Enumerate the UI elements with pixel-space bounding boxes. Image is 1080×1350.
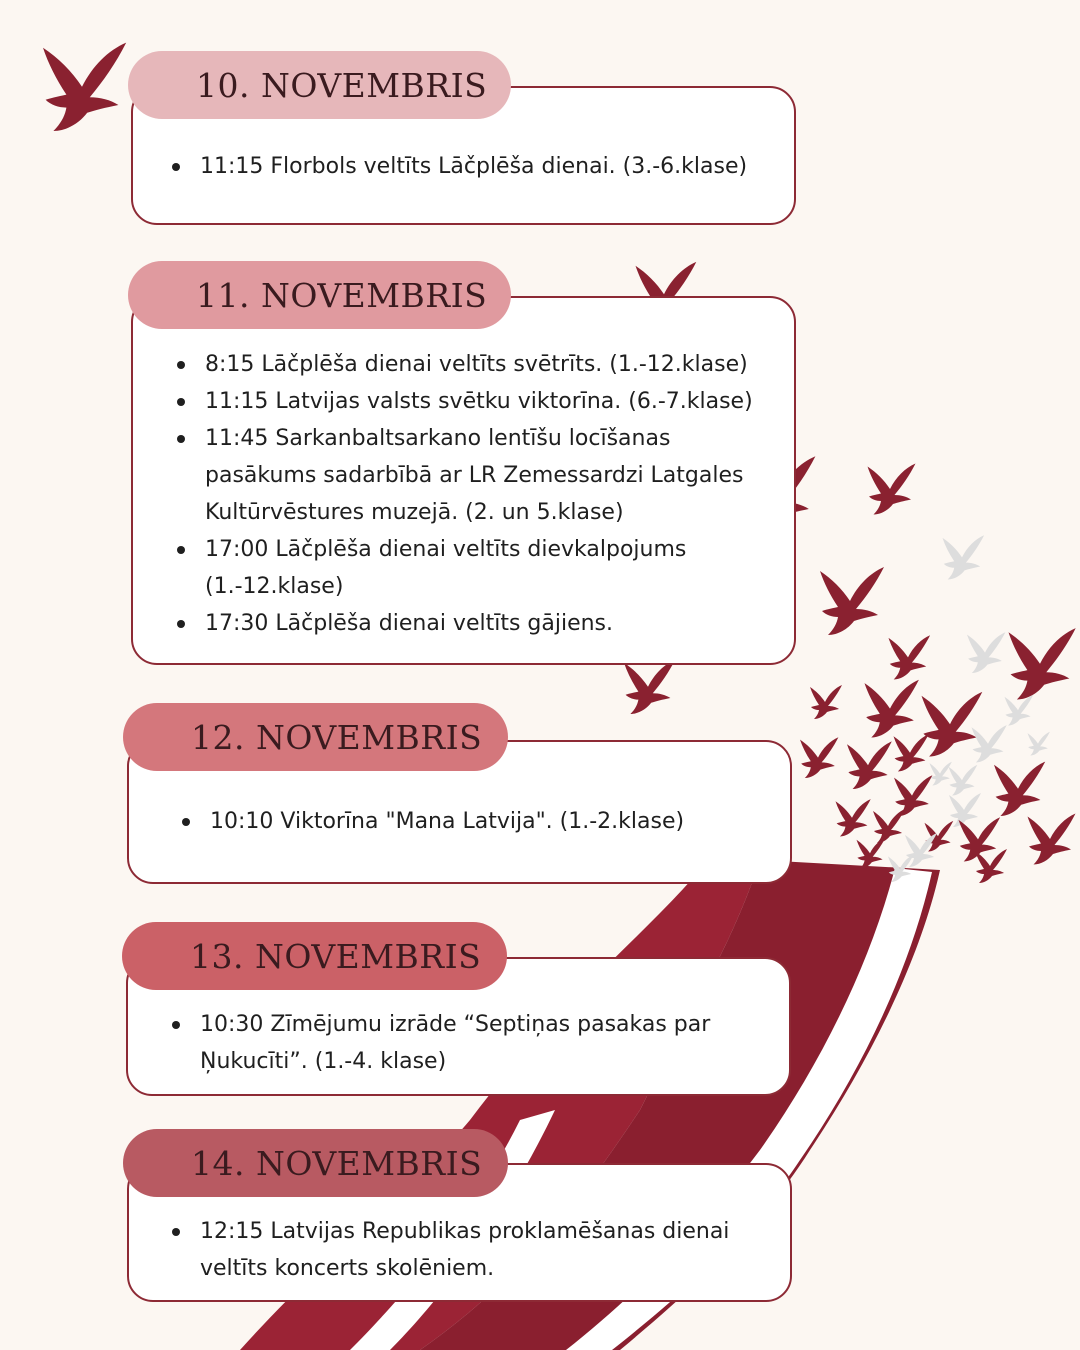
list-item: 17:30 Lāčplēša dienai veltīts gājiens. [175, 605, 770, 642]
event-list-12-november [180, 803, 770, 840]
list-item: 8:15 Lāčplēša dienai veltīts svētrīts. (1.-12.klase) [175, 346, 770, 383]
day-title-11-november: 11. NOVEMBRIS [128, 261, 511, 329]
event-list-10-november [170, 148, 770, 185]
event-list-11-november [175, 346, 770, 642]
list-item: 10:10 Viktorīna "Mana Latvija". (1.-2.klase) [180, 803, 770, 840]
list-item: 12:15 Latvijas Republikas proklamēšanas dienai veltīts koncerts skolēniem. [170, 1213, 765, 1287]
day-title-14-november: 14. NOVEMBRIS [123, 1129, 508, 1197]
list-item: 11:45 Sarkanbaltsarkano lentīšu locīšanas pasākums sadarbībā ar LR Zemessardzi Latgales Kultūrvēstures muzejā. (2. un 5.klase) [175, 420, 770, 531]
day-title-12-november: 12. NOVEMBRIS [123, 703, 508, 771]
list-item: 11:15 Florbols veltīts Lāčplēša dienai. (3.-6.klase) [170, 148, 770, 185]
list-item: 10:30 Zīmējumu izrāde “Septiņas pasakas par Ņukucīti”. (1.-4. klase) [170, 1006, 750, 1080]
event-list-14-november [170, 1213, 765, 1287]
day-title-10-november: 10. NOVEMBRIS [128, 51, 511, 119]
event-list-13-november [170, 1006, 750, 1080]
day-title-13-november: 13. NOVEMBRIS [122, 922, 507, 990]
list-item: 11:15 Latvijas valsts svētku viktorīna. (6.-7.klase) [175, 383, 770, 420]
list-item: 17:00 Lāčplēša dienai veltīts dievkalpojums (1.-12.klase) [175, 531, 770, 605]
